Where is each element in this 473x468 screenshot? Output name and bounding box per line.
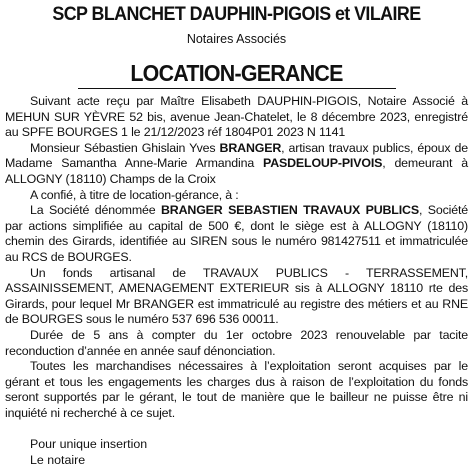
- spouse-surname: PASDELOUP-PIVOIS: [263, 156, 383, 171]
- signoff-insertion: Pour unique insertion: [30, 437, 148, 452]
- lessor-text-3: , demeurant à ALLOGNY (18110) Champs de la Croix: [5, 156, 468, 186]
- paragraph-lessor: [5, 141, 468, 188]
- paragraph-deed: [5, 94, 468, 141]
- paragraph-duration-text: Durée de 5 ans à compter du 1er octobre 2023 renouvelable par tacite reconduction d’année en année sauf dénonciation.: [5, 327, 468, 358]
- lessor-surname: BRANGER: [219, 140, 282, 155]
- title-divider: [78, 88, 396, 89]
- paragraph-company: [5, 203, 468, 265]
- paragraph-deed-text: Suivant acte reçu par Maître Elisabeth DAUPHIN-PIGOIS, Notaire Associé à MEHUN SUR YÈVRE 52 bis, avenue Jean-Chatelet, le 8 décembre 2023, enregistré au SPFE BOURGES 1 le 21/12/2023 réf 1804P01 2023 N 1141: [5, 94, 468, 140]
- firm-subtitle: Notaires Associés: [186, 32, 287, 46]
- paragraph-business: [5, 266, 468, 328]
- signoff: [5, 437, 468, 468]
- paragraph-obligations-text: Toutes les marchandises nécessaires à l’exploitation seront acquises par le gérant et tous les engagements les charges dus à raison de l’exploitation du fonds seront supportés par le gérant, le tout de manière que le bailleur ne puisse être ni inquiété ni recherché à ce sujet.: [5, 359, 468, 420]
- lessor-text-1: Monsieur Sébastien Ghislain Yves: [30, 140, 220, 155]
- paragraph-business-text: Un fonds artisanal de TRAVAUX PUBLICS - TERRASSEMENT, ASSAINISSEMENT, AMENAGEMENT EXTERIEUR sis à ALLOGNY 18110 rte des Girards, pour lequel Mr BRANGER est immatriculé au registre des métiers et au RNE de BOURGES sous le numéro 537 696 536 00011.: [5, 265, 468, 327]
- paragraph-entrusted: [5, 188, 468, 204]
- notice-body: [5, 94, 468, 421]
- paragraph-entrusted-text: A confié, à titre de location-gérance, à :: [30, 187, 239, 202]
- firm-name: SCP BLANCHET DAUPHIN-PIGOIS et VILAIRE: [52, 4, 421, 25]
- lessor-text-2: , artisan travaux publics, époux de Madame Samantha Anne-Marie Armandina: [5, 140, 468, 171]
- signoff-notary: Le notaire: [30, 452, 86, 467]
- paragraph-obligations: [5, 359, 468, 421]
- notice-title: LOCATION-GERANCE: [130, 60, 343, 86]
- company-text-1: La Société dénommée: [30, 203, 161, 218]
- company-name: BRANGER SEBASTIEN TRAVAUX PUBLICS: [161, 203, 419, 218]
- company-text-2: , Société par actions simplifiée au capital de 500 €, dont le siège est à ALLOGNY (18110) chemin des Girards, identifiée au SIREN sous le numéro 981427511 et immatriculée au RCS de BOURGES.: [5, 203, 468, 264]
- paragraph-duration: [5, 328, 468, 359]
